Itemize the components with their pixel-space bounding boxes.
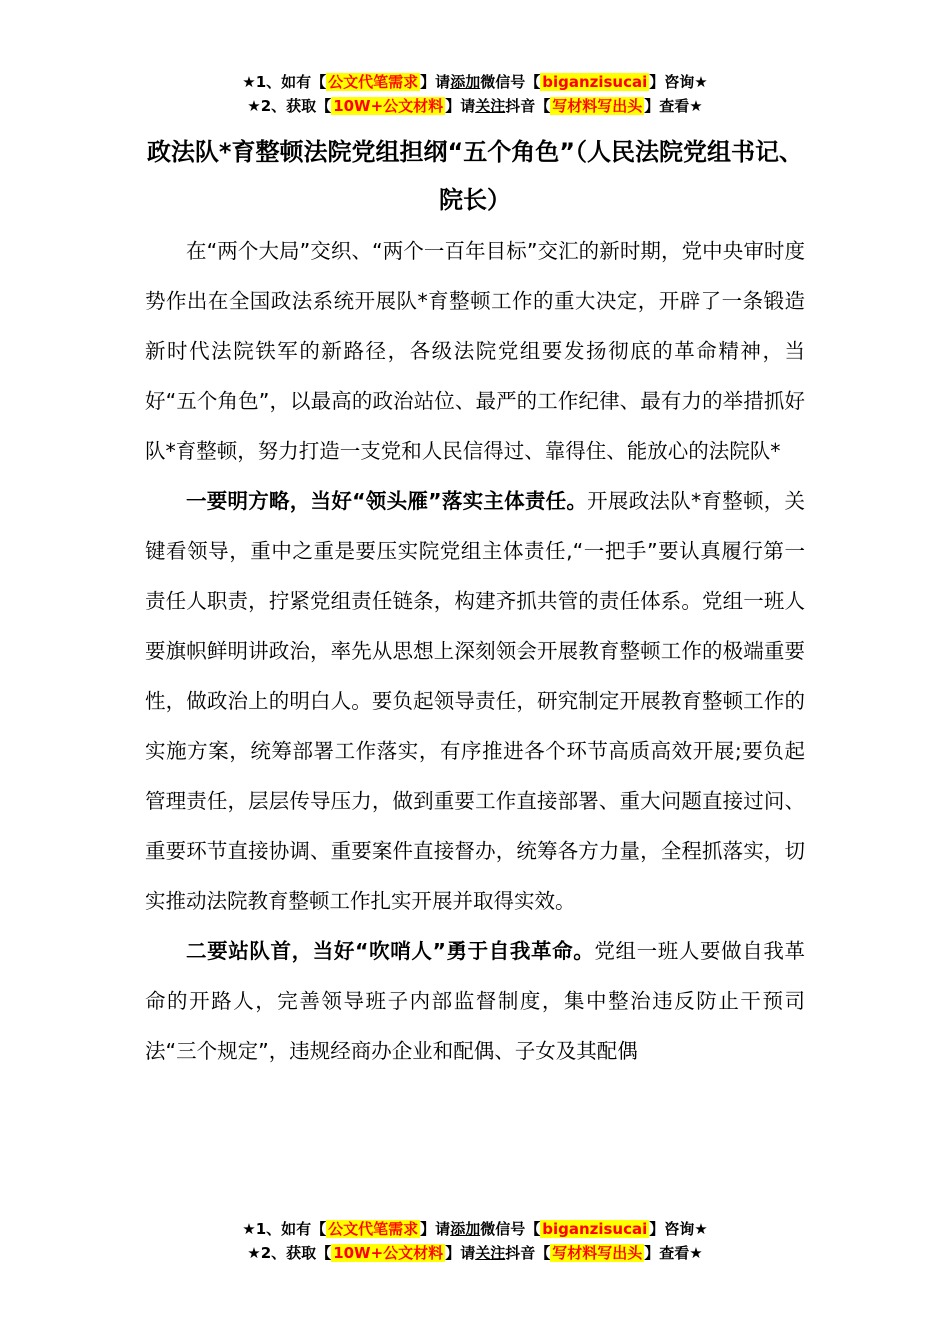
highlight-service: 公文代笔需求 (328, 73, 419, 91)
underlined-word: 添加 (450, 73, 481, 91)
paragraph-lead: 一要明方略，当好“领头雁”落实主体责任。 (186, 489, 588, 513)
banner-text: 】咨询★ (649, 73, 708, 91)
banner-line-2 (0, 94, 950, 118)
paragraph-text: 在“两个大局”交织、“两个一百年目标”交汇的新时期，党中央审时度势作出在全国政法系统开展队*育整顿工作的重大决定，开辟了一条锻造新时代法院铁军的新路径，各级法院党组要发扬彻底的革命精神，当好“五个角色”，以最高的政治站位、最严的工作纪律、最有力的举措抓好队*育整顿，努力打造一支党和人民信得过、靠得住、能放心的法院队* (145, 239, 805, 463)
underlined-word: 添加 (450, 1220, 481, 1238)
underlined-word: 关注 (475, 1244, 506, 1262)
banner-text: ★2、获取【 (247, 1244, 332, 1262)
document-body (145, 226, 805, 1076)
highlight-materials: 10W+公文材料 (333, 1244, 444, 1262)
banner-text: ★1、如有【 (242, 73, 327, 91)
banner-text: 抖音【 (505, 97, 551, 115)
highlight-douyin: 写材料写出头 (552, 1244, 643, 1262)
highlight-wechat-id: biganzisucai (542, 1220, 648, 1238)
paragraph (145, 476, 805, 926)
highlight-douyin: 写材料写出头 (552, 97, 643, 115)
header-banner (0, 70, 950, 118)
banner-text: 微信号【 (480, 73, 541, 91)
banner-text: 】请 (420, 1220, 451, 1238)
banner-text: 】查看★ (644, 97, 703, 115)
banner-text: ★2、获取【 (247, 97, 332, 115)
paragraph-lead: 二要站队首，当好“吹哨人”勇于自我革命。 (186, 939, 595, 963)
paragraph (145, 926, 805, 1076)
paragraph-text: 党组一班人要做自我革命的开路人，完善领导班子内部监督制度，集中整治违反防止干预司法“三个规定”，违规经商办企业和配偶、子女及其配偶 (145, 939, 806, 1063)
banner-text: ★1、如有【 (242, 1220, 327, 1238)
underlined-word: 关注 (475, 97, 506, 115)
paragraph (145, 226, 805, 476)
banner-line-2 (0, 1241, 950, 1265)
banner-text: 】咨询★ (649, 1220, 708, 1238)
banner-text: 】请 (445, 97, 476, 115)
banner-text: 】请 (420, 73, 451, 91)
banner-line-1 (0, 1217, 950, 1241)
footer-banner (0, 1217, 950, 1265)
banner-text: 】请 (445, 1244, 476, 1262)
highlight-service: 公文代笔需求 (328, 1220, 419, 1238)
banner-text: 】查看★ (644, 1244, 703, 1262)
banner-text: 抖音【 (505, 1244, 551, 1262)
banner-text: 微信号【 (480, 1220, 541, 1238)
banner-line-1 (0, 70, 950, 94)
highlight-wechat-id: biganzisucai (542, 73, 648, 91)
highlight-materials: 10W+公文材料 (333, 97, 444, 115)
document-title: 政法队*育整顿法院党组担纲“五个角色”（人民法院党组书记、院长） (146, 138, 804, 214)
paragraph-text: 开展政法队*育整顿，关键看领导，重中之重是要压实院党组主体责任,“一把手”要认真履行第一责任人职责，拧紧党组责任链条，构建齐抓共管的责任体系。党组一班人要旗帜鲜明讲政治，率先从思想上深刻领会开展教育整顿工作的极端重要性，做政治上的明白人。要负起领导责任，研究制定开展教育整顿工作的实施方案，统筹部署工作落实，有序推进各个环节高质高效开展;要负起管理责任，层层传导压力，做到重要工作直接部署、重大问题直接过问、重要环节直接协调、重要案件直接督办，统筹各方力量，全程抓落实，切实推动法院教育整顿工作扎实开展并取得实效。 (145, 489, 806, 913)
